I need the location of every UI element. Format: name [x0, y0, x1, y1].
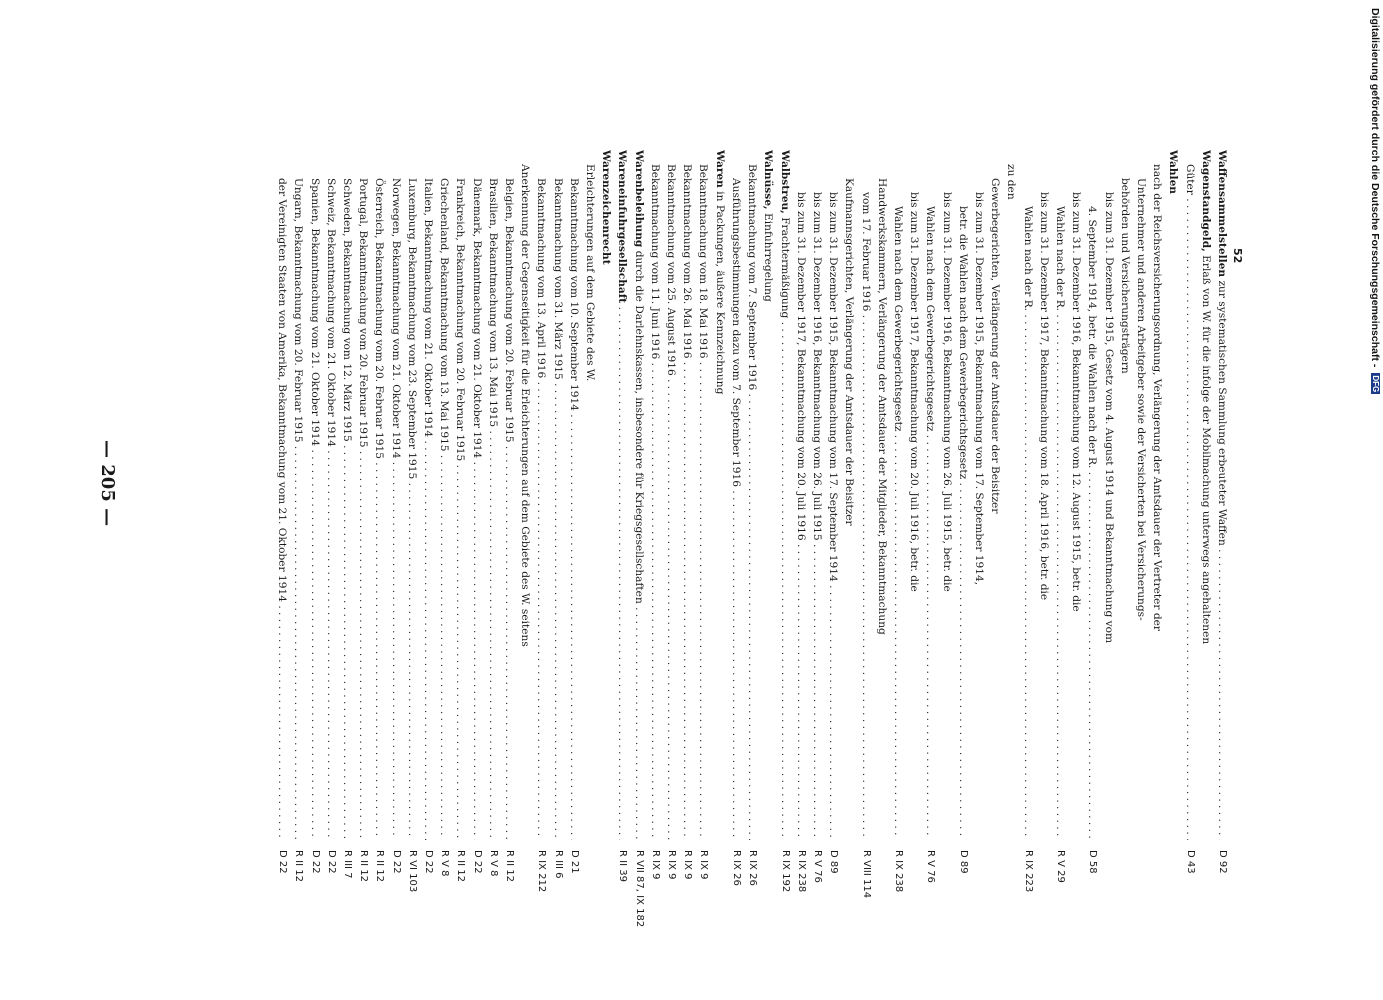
index-entries	[274, 150, 1230, 960]
entry-reference: R VIII 114	[860, 850, 872, 899]
entry-description: Güter	[1183, 164, 1196, 195]
entry-text	[614, 150, 630, 840]
entry-description: Frachtermäßigung	[778, 213, 791, 319]
footer-credit	[1369, 8, 1381, 394]
entry-text	[776, 150, 792, 840]
entry-description: Bekanntmachung vom 10. September 1914	[567, 178, 580, 411]
entry-reference: R III 6	[552, 850, 564, 879]
entry-text	[371, 178, 387, 840]
entry-reference: D 22	[390, 850, 402, 874]
entry-text	[630, 150, 646, 840]
entry-description: in Packungen, äußere Kennzeichnung	[713, 187, 726, 395]
entry-description: zu den	[1005, 164, 1018, 200]
index-entry	[566, 150, 582, 960]
page-header: — 205 —	[97, 440, 118, 527]
index-entry	[355, 150, 371, 960]
entry-text	[323, 178, 339, 840]
entry-text	[533, 178, 549, 840]
entry-text	[501, 178, 517, 840]
entry-reference: R IX 212	[536, 850, 548, 893]
index-entry	[371, 150, 387, 960]
index-entry	[533, 150, 549, 960]
entry-reference: D 22	[277, 850, 289, 874]
index-entry	[1003, 150, 1019, 960]
entry-text	[485, 178, 501, 840]
entry-text	[663, 164, 679, 840]
entry-reference: R IX 238	[795, 850, 807, 893]
entry-reference: R V 8	[487, 850, 499, 877]
entry-description: durch die Darlehnskassen, insbesondere für Kriegsgesellschaften	[632, 247, 645, 604]
entry-reference: D 21	[568, 850, 580, 874]
entry-text	[922, 206, 938, 840]
index-entry	[1036, 150, 1052, 960]
dfg-logo: DFG	[1371, 375, 1380, 393]
index-entry	[598, 150, 614, 960]
index-entry	[793, 150, 809, 960]
index-entry	[679, 150, 695, 960]
entry-keyword: Wahlen	[1167, 150, 1180, 195]
entry-text	[938, 192, 954, 840]
entry-text	[436, 178, 452, 840]
entry-description: Luxemburg, Bekanntmachung vom 23. September 1915	[405, 178, 418, 480]
entry-text	[1133, 178, 1149, 840]
entry-description: bis zum 31. Dezember 1917, Bekanntmachung vom 18. April 1916, betr. die	[1037, 192, 1050, 601]
index-entry	[922, 150, 938, 960]
entry-description: Bekanntmachung vom 25. August 1916	[665, 164, 678, 376]
index-entry	[760, 150, 776, 960]
entry-text	[695, 164, 711, 840]
index-entry	[744, 150, 760, 960]
index-entry	[468, 150, 484, 960]
index-entry	[1052, 150, 1068, 960]
index-entry	[728, 150, 744, 960]
entry-text	[549, 178, 565, 840]
entry-reference: R II 12	[358, 850, 370, 882]
index-entry	[549, 150, 565, 960]
entry-description: Kaufmannsgerichten, Verlängerung der Amtsdauer der Beisitzer	[843, 178, 856, 526]
entry-text	[825, 192, 841, 840]
entry-description: vom 17. Februar 1916	[859, 192, 872, 312]
entry-description: Ungarn, Bekanntmachung vom 20. Februar 1915	[292, 178, 305, 443]
entry-text	[841, 178, 857, 840]
index-entry	[647, 150, 663, 960]
entry-reference: D 22	[471, 850, 483, 874]
entry-reference: R IX 9	[649, 850, 661, 880]
entry-reference: D 22	[325, 850, 337, 874]
index-entry	[890, 150, 906, 960]
entry-text	[1036, 192, 1052, 840]
entry-text	[874, 178, 890, 840]
entry-reference: R II 12	[455, 850, 467, 882]
index-entry	[1165, 150, 1181, 960]
entry-description: bis zum 31. Dezember 1916, Bekanntmachung vom 26. Juli 1915	[810, 192, 823, 541]
entry-text	[1052, 206, 1068, 840]
entry-reference: D 58	[1087, 850, 1099, 874]
entry-description: Spanien, Bekanntmachung vom 21. Oktober 1914	[308, 178, 321, 447]
entry-reference: R II 39	[617, 850, 629, 882]
entry-description: Ausführungsbestimmungen dazu vom 7. September 1916	[729, 178, 742, 487]
entry-reference: R IX 192	[779, 850, 791, 893]
entry-reference: R V 76	[811, 850, 823, 883]
entry-description: Frankreich, Bekanntmachung vom 20. Februar 1915	[454, 178, 467, 462]
entry-text	[404, 178, 420, 840]
entry-text	[728, 178, 744, 840]
index-entry	[274, 150, 290, 960]
entry-description: Norwegen, Bekanntmachung vom 21. Oktober 1914	[389, 178, 402, 459]
entry-description: bis zum 31. Dezember 1916, Bekanntmachung vom 12. August 1915, betr. die	[1070, 192, 1083, 612]
entry-text	[793, 192, 809, 840]
entry-text	[339, 178, 355, 840]
entry-description: Anerkennung der Gegenseitigkeit für die Erleichterungen auf dem Gebiete des W. seitens	[519, 164, 532, 647]
entry-description: bis zum 31. Dezember 1916, Bekanntmachung vom 26. Juli 1915, betr. die	[940, 192, 953, 592]
entry-description: nach der Reichsversicherungsordnung, Verlängerung der Amtsdauer der Vertreter der	[1151, 164, 1164, 631]
entry-text	[468, 178, 484, 840]
entry-description: bis zum 31. Dezember 1915, Bekanntmachung vom 17. September 1914	[827, 192, 840, 582]
entry-text	[744, 164, 760, 840]
entry-text	[598, 150, 614, 840]
entry-description: Bekanntmachung vom 11. Juni 1916	[648, 164, 661, 360]
index-entry	[323, 150, 339, 960]
index-entry	[1084, 150, 1100, 960]
entry-reference: R V 8	[439, 850, 451, 877]
index-entry	[776, 150, 792, 960]
entry-text	[274, 178, 290, 840]
entry-text	[955, 206, 971, 840]
entry-description: bis zum 31. Dezember 1915, Bekanntmachung vom 17. September 1914,	[972, 192, 985, 586]
entry-reference: D 22	[423, 850, 435, 874]
index-entry	[517, 150, 533, 960]
index-entry	[987, 150, 1003, 960]
entry-reference: R III 7	[342, 850, 354, 879]
entry-text	[1068, 192, 1084, 840]
entry-description: bis zum 31. Dezember 1917, Bekanntmachung vom 20. Juli 1916, betr. die	[908, 192, 921, 592]
entry-text	[1214, 150, 1230, 840]
entry-text	[1165, 150, 1181, 840]
entry-keyword: Walnüsse,	[762, 150, 775, 210]
index-entry	[938, 150, 954, 960]
entry-reference: R IX 26	[730, 850, 742, 886]
entry-description: Bekanntmachung vom 13. April 1916	[535, 178, 548, 379]
index-entry	[1198, 150, 1214, 960]
entry-text	[1149, 164, 1165, 840]
entry-text	[517, 164, 533, 840]
entry-keyword: Wagenstandgeld,	[1199, 150, 1212, 252]
entry-description: Bekanntmachung vom 7. September 1916	[746, 164, 759, 391]
entry-reference: R IX 9	[666, 850, 678, 880]
entry-reference: R V 29	[1054, 850, 1066, 883]
index-entry	[404, 150, 420, 960]
entry-text	[387, 178, 403, 840]
index-entry	[1214, 150, 1230, 960]
index-entry	[1068, 150, 1084, 960]
index-entry	[809, 150, 825, 960]
footer-text: Digitalisierung gefördert durch die Deutsche Forschungsgemeinschaft -	[1369, 8, 1381, 371]
index-entry	[290, 150, 306, 960]
index-entry	[501, 150, 517, 960]
index-entry	[1181, 150, 1197, 960]
entry-text	[566, 178, 582, 840]
entry-reference: D 43	[1184, 850, 1196, 874]
entry-reference: R VII 87, IX 182	[633, 850, 645, 928]
entry-reference: R VI 103	[406, 850, 418, 893]
entry-description: 4. September 1914, betr. die Wahlen nach der R.	[1086, 206, 1099, 469]
index-entry	[1019, 150, 1035, 960]
entry-description: Erleichterungen auf dem Gebiete des W.	[584, 164, 597, 382]
entry-reference: R II 12	[504, 850, 516, 882]
entry-text	[1019, 206, 1035, 840]
entry-text	[647, 164, 663, 840]
entry-text	[306, 178, 322, 840]
entry-description: Einfuhrregelung	[762, 209, 775, 302]
entry-text	[1181, 164, 1197, 840]
entry-description: Handwerkskammern, Verlängerung der Amtsdauer der Mitglieder, Bekanntmachung	[875, 178, 888, 635]
entry-text	[906, 192, 922, 840]
index-entry	[1100, 150, 1116, 960]
entry-description: Unternehmer und anderen Arbeitgeber sowie der Versicherten bei Versicherungs-	[1134, 178, 1147, 621]
entry-description: Schweiz, Bekanntmachung vom 21. Oktober 1914	[324, 178, 337, 447]
index-entry	[874, 150, 890, 960]
entry-description: behörden und Versicherungsträgern	[1118, 178, 1131, 374]
entry-text	[452, 178, 468, 840]
entry-description: Dänemark, Bekanntmachung vom 21. Oktober 1914	[470, 178, 483, 459]
entry-text	[1084, 206, 1100, 840]
index-entry	[841, 150, 857, 960]
entry-description: Wahlen nach dem Gewerbegerichtsgesetz	[924, 206, 937, 432]
entry-description: Wahlen nach der R.	[1021, 206, 1034, 312]
index-entry	[825, 150, 841, 960]
entry-reference: R IX 26	[747, 850, 759, 886]
entry-reference: R IX 9	[682, 850, 694, 880]
entry-text	[1003, 164, 1019, 840]
index-entry	[339, 150, 355, 960]
entry-description: Italien, Bekanntmachung vom 21. Oktober 1914	[422, 178, 435, 438]
entry-keyword: Walbstreu,	[778, 150, 791, 214]
entry-text	[1100, 192, 1116, 840]
index-entry	[387, 150, 403, 960]
entry-reference: R IX 9	[698, 850, 710, 880]
index-entry	[712, 150, 728, 960]
entry-keyword: Waren	[713, 150, 726, 188]
entry-reference: D 89	[957, 850, 969, 874]
entry-text	[971, 192, 987, 840]
index-entry	[420, 150, 436, 960]
entry-description: Österreich, Bekanntmachung vom 20. Februar 1915	[373, 178, 386, 459]
index-entry	[485, 150, 501, 960]
entry-text	[420, 178, 436, 840]
index-entry	[436, 150, 452, 960]
entry-text	[582, 164, 598, 840]
index-entry	[452, 150, 468, 960]
entry-text	[355, 178, 371, 840]
entry-keyword: Wareneinfuhrgesellschaft	[616, 150, 629, 304]
entry-text	[290, 178, 306, 840]
index-entry	[630, 150, 646, 960]
index-entry	[1149, 150, 1165, 960]
entry-description: Belgien, Bekanntmachung vom 20. Februar 1915	[503, 178, 516, 443]
entry-reference: D 22	[309, 850, 321, 874]
index-entry	[582, 150, 598, 960]
entry-text	[987, 178, 1003, 840]
entry-text	[857, 192, 873, 840]
entry-reference: R IX 223	[1022, 850, 1034, 893]
index-entry	[306, 150, 322, 960]
entry-keyword: Waffensammelstellen	[1216, 150, 1228, 278]
entry-description: Brasilien, Bekanntmachung vom 13. Mai 1915	[486, 178, 499, 428]
entry-description: der Vereinigten Staaten von Amerika, Bekanntmachung vom 21. Oktober 1914	[276, 178, 289, 602]
index-entry	[857, 150, 873, 960]
entry-keyword: Warenzeichenrecht	[600, 150, 613, 265]
entry-description: Wahlen nach der R.	[1053, 206, 1066, 312]
index-entry	[906, 150, 922, 960]
entry-description: betr. die Wahlen nach dem Gewerbegerichtsgesetz	[956, 206, 969, 480]
entry-text	[760, 150, 776, 840]
page-number: 52	[1231, 248, 1244, 264]
entry-text	[1117, 178, 1133, 840]
entry-text	[890, 206, 906, 840]
entry-reference: R II 12	[293, 850, 305, 882]
entry-description: Bekanntmachung vom 26. Mai 1916	[681, 164, 694, 359]
entry-description: Bekanntmachung vom 18. Mai 1916	[697, 164, 710, 359]
index-entry	[1133, 150, 1149, 960]
entry-text	[712, 150, 728, 840]
entry-text	[1198, 150, 1214, 840]
entry-description: bis zum 31. Dezember 1917, Bekanntmachung vom 20. Juli 1916	[794, 192, 807, 541]
entry-description: Bekanntmachung vom 31. März 1915	[551, 178, 564, 380]
entry-description: Erlaß von W. für die infolge der Mobilmachung unterwegs angehaltenen	[1199, 251, 1212, 645]
entry-description: Schweden, Bekanntmachung vom 12. März 1915	[341, 178, 354, 442]
entry-description: Griechenland, Bekanntmachung vom 13. Mai 1915	[438, 178, 451, 452]
index-entry	[695, 150, 711, 960]
entry-text	[679, 164, 695, 840]
entry-reference: D 92	[1217, 850, 1228, 874]
entry-reference: R IX 238	[892, 850, 904, 893]
index-entry	[1117, 150, 1133, 960]
entry-reference: R II 12	[374, 850, 386, 882]
entry-reference: D 89	[828, 850, 840, 874]
entry-description: bis zum 31. Dezember 1915, Gesetz vom 4. August 1914 und Bekanntmachung vom	[1102, 192, 1115, 644]
entry-description: Gewerbegerichten, Verlängerung der Amtsdauer der Beisitzer	[989, 178, 1002, 514]
index-entry	[971, 150, 987, 960]
entry-description: Wahlen nach dem Gewerbegerichtsgesetz	[891, 206, 904, 432]
entry-text	[809, 192, 825, 840]
entry-description: Portugal, Bekanntmachung vom 20. Februar 1915	[357, 178, 370, 448]
index-entry	[663, 150, 679, 960]
entry-reference: R V 76	[925, 850, 937, 883]
index-entry	[955, 150, 971, 960]
entry-description: zur systematischen Sammlung erbeuteter Waffen	[1216, 277, 1228, 546]
index-entry	[614, 150, 630, 960]
entry-keyword: Warenbeleihung	[632, 150, 645, 248]
